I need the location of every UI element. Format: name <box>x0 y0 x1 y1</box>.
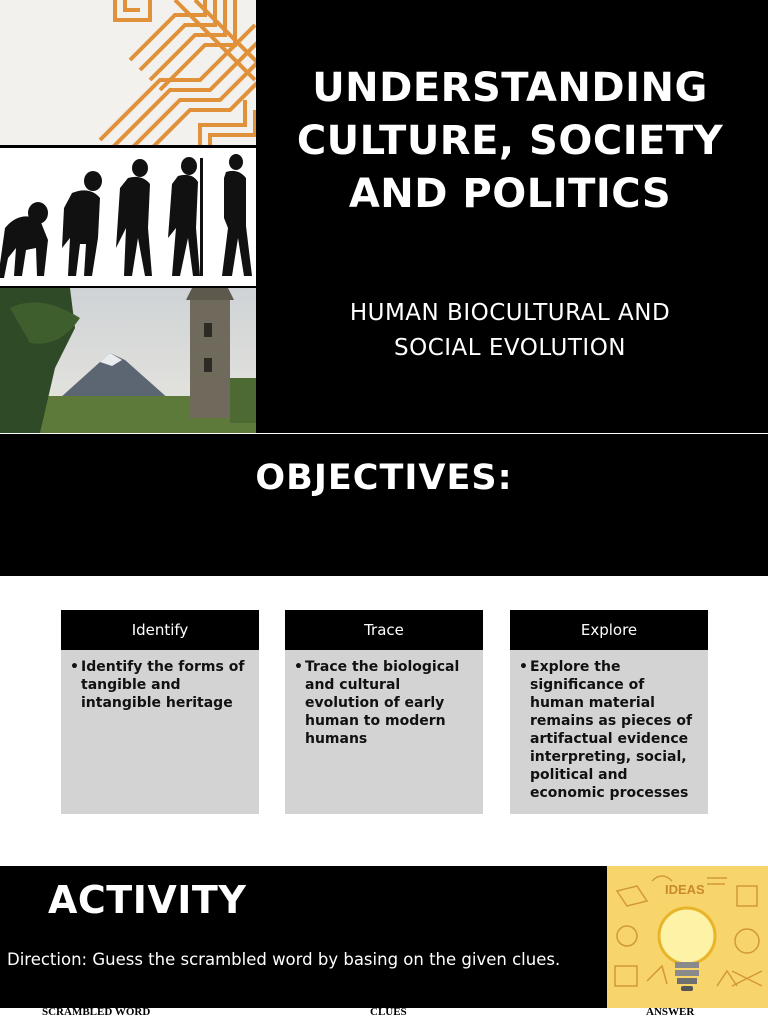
decorative-pattern-image <box>0 0 256 145</box>
subtitle-line: HUMAN BIOCULTURAL AND <box>349 300 671 326</box>
objectives-header-band <box>0 434 768 576</box>
objective-card-trace <box>285 610 483 814</box>
card-text: Trace the biological and cultural evolution of early human to modern humans <box>305 659 460 747</box>
objectives-heading: OBJECTIVES: <box>255 458 513 498</box>
slide-title <box>270 62 750 221</box>
card-label: Explore <box>510 610 708 650</box>
column-header-clues: CLUES <box>370 1006 407 1018</box>
card-label: Trace <box>285 610 483 650</box>
lightbulb-ideas-image <box>607 866 768 1008</box>
subtitle-line: SOCIAL EVOLUTION <box>393 335 626 361</box>
card-body <box>285 650 483 814</box>
objective-card-identify <box>61 610 259 814</box>
column-header-answer: ANSWER <box>646 1006 695 1018</box>
card-label: Identify <box>61 610 259 650</box>
objective-card-explore <box>510 610 708 814</box>
card-body <box>510 650 708 814</box>
card-body <box>61 650 259 814</box>
card-text: Identify the forms of tangible and intangible heritage <box>81 659 245 711</box>
bullet: • <box>519 659 528 675</box>
bullet: • <box>70 659 79 675</box>
title-line: UNDERSTANDING <box>312 65 708 111</box>
bullet: • <box>294 659 303 675</box>
column-header-scrambled-word: SCRAMBLED WORD <box>42 1006 151 1018</box>
landscape-ruins-image <box>0 288 256 433</box>
card-text: Explore the significance of human material remains as pieces of artifactual evidence interpreting, social, political and economic processes <box>530 659 693 801</box>
slide-subtitle <box>270 296 750 366</box>
activity-heading: ACTIVITY <box>48 878 247 922</box>
title-line: AND POLITICS <box>348 171 672 217</box>
ideas-label: IDEAS <box>665 882 705 897</box>
title-line: CULTURE, SOCIETY <box>296 118 724 164</box>
human-evolution-image <box>0 148 256 286</box>
activity-direction: Direction: Guess the scrambled word by basing on the given clues. <box>7 950 561 969</box>
